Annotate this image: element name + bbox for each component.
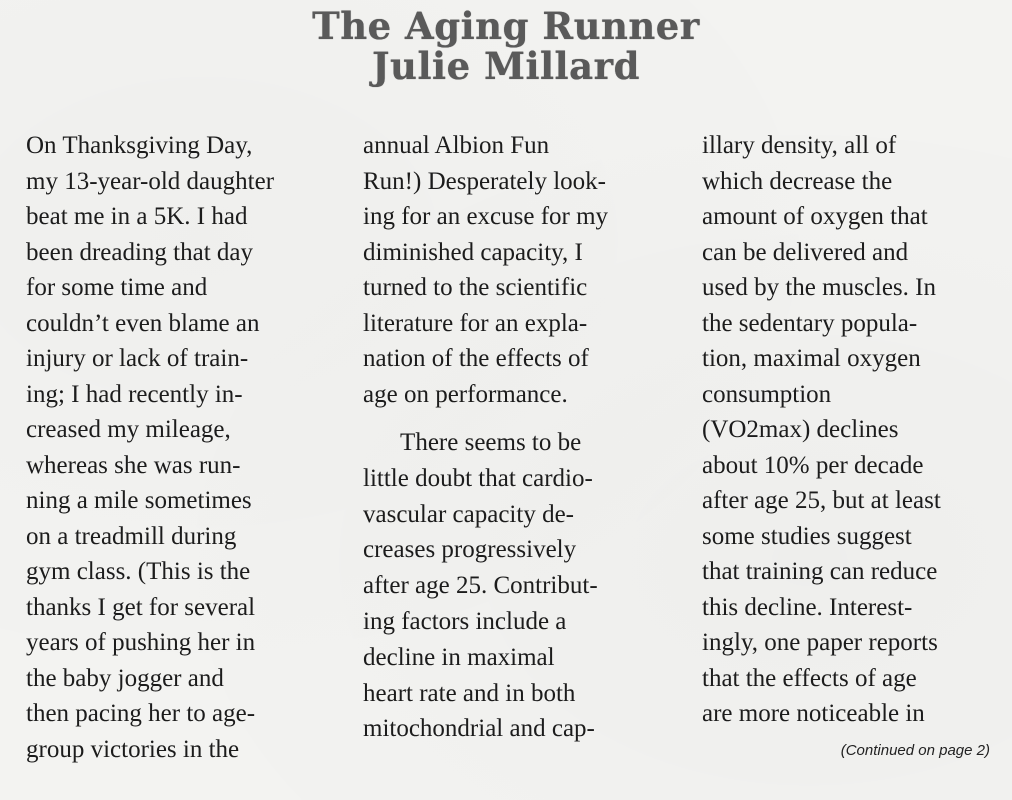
text-column-3: [702, 128, 941, 732]
text-line: that the effects of age: [702, 664, 917, 692]
paragraph: [702, 128, 941, 732]
paragraph: [363, 425, 608, 747]
text-line: used by the muscles. In: [702, 274, 936, 301]
text-line: ing; I had recently in-: [26, 380, 243, 408]
text-line: about 10% per decade: [702, 451, 924, 479]
text-line: the sedentary popula-: [702, 309, 918, 337]
text-line: creases progressively: [363, 536, 577, 564]
text-line: beat me in a 5K. I had: [26, 203, 248, 230]
text-line: On Thanksgiving Day,: [26, 132, 253, 159]
text-line: illary density, all of: [702, 132, 897, 159]
text-line: ingly, one paper reports: [702, 629, 938, 656]
text-line: nation of the effects of: [363, 345, 589, 372]
text-line: are more noticeable in: [702, 700, 925, 727]
text-line: literature for an expla-: [363, 309, 588, 337]
text-line: injury or lack of train-: [26, 345, 249, 372]
text-line: some studies suggest: [702, 522, 912, 550]
text-line: (VO2max) declines: [702, 416, 899, 443]
text-line: for some time and: [26, 274, 208, 301]
text-line: on a treadmill during: [26, 522, 237, 550]
text-line: after age 25. Contribut-: [363, 572, 598, 600]
text-line: then pacing her to age-: [26, 700, 256, 727]
continued-note: (Continued on page 2): [840, 742, 990, 759]
paragraph: [26, 128, 274, 767]
text-line: been dreading that day: [26, 238, 253, 266]
text-line: group victories in the: [26, 735, 240, 763]
text-line: this decline. Interest-: [702, 593, 913, 621]
text-line: consumption: [702, 380, 832, 408]
text-line: There seems to be: [363, 429, 582, 456]
article-header: [0, 6, 1012, 86]
text-line: heart rate and in both: [363, 679, 576, 707]
text-line: that training can reduce: [702, 558, 938, 585]
text-line: decline in maximal: [363, 643, 555, 671]
text-line: vascular capacity de-: [363, 500, 574, 528]
text-line: ing factors include a: [363, 607, 567, 635]
text-line: can be delivered and: [702, 238, 909, 266]
article-author: Julie Millard: [372, 44, 640, 88]
text-line: which decrease the: [702, 167, 893, 195]
text-line: ing for an excuse for my: [363, 203, 609, 230]
text-line: diminished capacity, I: [363, 238, 583, 266]
text-line: turned to the scientific: [363, 274, 588, 301]
text-line: age on performance.: [363, 380, 568, 408]
article-title: The Aging Runner: [312, 4, 700, 48]
text-line: amount of oxygen that: [702, 203, 928, 230]
text-line: tion, maximal oxygen: [702, 345, 921, 372]
text-line: couldn’t even blame an: [26, 309, 260, 337]
text-line: years of pushing her in: [26, 629, 256, 656]
text-line: mitochondrial and cap-: [363, 715, 595, 743]
text-line: whereas she was run-: [26, 451, 241, 479]
text-line: the baby jogger and: [26, 664, 224, 692]
text-line: thanks I get for several: [26, 593, 256, 621]
text-line: creased my mileage,: [26, 416, 231, 443]
text-line: Run!) Desperately look-: [363, 167, 606, 195]
text-line: after age 25, but at least: [702, 487, 941, 514]
text-column-1: [26, 128, 274, 767]
text-line: annual Albion Fun: [363, 132, 550, 159]
text-line: little doubt that cardio-: [363, 464, 593, 492]
text-line: gym class. (This is the: [26, 558, 251, 585]
paragraph: [363, 128, 608, 412]
text-line: my 13-year-old daughter: [26, 167, 275, 195]
text-column-2: [363, 128, 608, 747]
text-line: ning a mile sometimes: [26, 487, 252, 514]
